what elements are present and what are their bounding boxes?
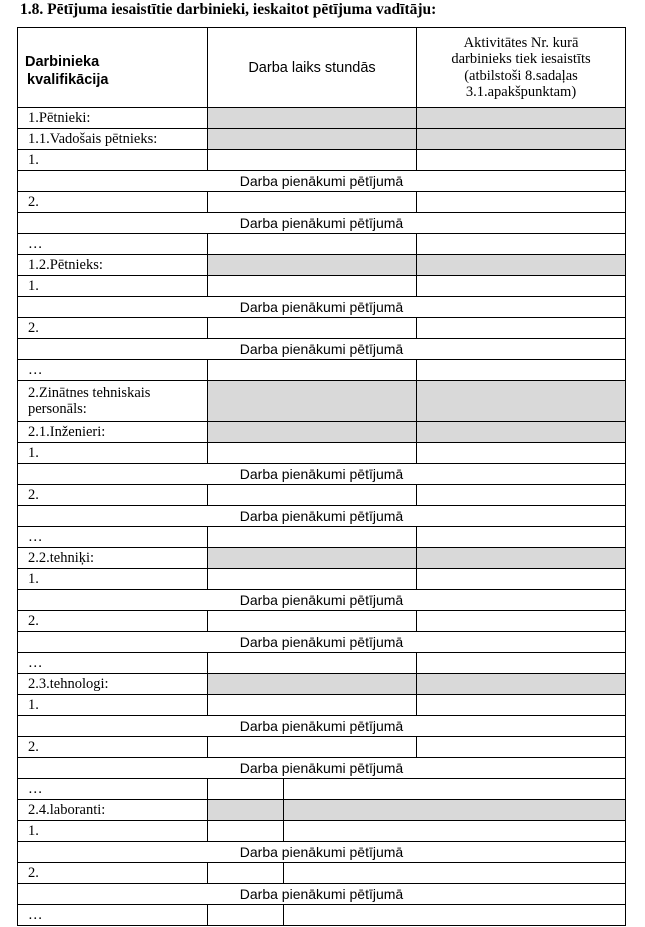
duties-label: Darba pienākumi pētījumā — [18, 632, 626, 653]
table-row — [18, 360, 626, 381]
item-label: 1. — [18, 276, 208, 297]
work-hours-cell[interactable] — [208, 548, 417, 569]
duties-label: Darba pienākumi pētījumā — [18, 297, 626, 318]
activity-cell[interactable] — [417, 108, 626, 129]
item-label: 1. — [18, 150, 208, 171]
category-label: 1.1.Vadošais pētnieks: — [18, 129, 208, 150]
activity-cell[interactable] — [417, 737, 626, 758]
work-hours-cell[interactable] — [208, 443, 417, 464]
work-hours-cell[interactable] — [208, 695, 417, 716]
table-body — [18, 108, 626, 926]
activity-cell[interactable] — [284, 800, 626, 821]
activity-cell[interactable] — [417, 150, 626, 171]
work-hours-cell[interactable] — [208, 527, 417, 548]
activity-cell[interactable] — [284, 905, 626, 926]
work-hours-cell[interactable] — [208, 360, 417, 381]
item-label: 2. — [18, 737, 208, 758]
work-hours-cell[interactable] — [208, 422, 417, 443]
table-row — [18, 821, 626, 842]
activity-cell[interactable] — [417, 234, 626, 255]
item-label: 2. — [18, 485, 208, 506]
table-row — [18, 485, 626, 506]
table-row — [18, 527, 626, 548]
category-row — [18, 129, 626, 150]
duties-label: Darba pienākumi pētījumā — [18, 842, 626, 863]
work-hours-cell[interactable] — [208, 381, 417, 422]
activity-cell[interactable] — [417, 360, 626, 381]
work-hours-cell[interactable] — [208, 255, 417, 276]
activity-cell[interactable] — [284, 821, 626, 842]
duties-row — [18, 716, 626, 737]
duties-label: Darba pienākumi pētījumā — [18, 884, 626, 905]
item-label: 1. — [18, 695, 208, 716]
activity-cell[interactable] — [417, 548, 626, 569]
category-label: 2.4.laboranti: — [18, 800, 208, 821]
item-label: … — [18, 653, 208, 674]
category-label: 2.1.Inženieri: — [18, 422, 208, 443]
category-row — [18, 108, 626, 129]
activity-cell[interactable] — [417, 443, 626, 464]
duties-label: Darba pienākumi pētījumā — [18, 464, 626, 485]
work-hours-cell[interactable] — [208, 569, 417, 590]
activity-cell[interactable] — [417, 527, 626, 548]
work-hours-cell[interactable] — [208, 318, 417, 339]
activity-cell[interactable] — [417, 129, 626, 150]
item-label: … — [18, 905, 208, 926]
category-label: 1.2.Pētnieks: — [18, 255, 208, 276]
table-row — [18, 611, 626, 632]
duties-row — [18, 842, 626, 863]
category-row — [18, 548, 626, 569]
table-row — [18, 695, 626, 716]
duties-label: Darba pienākumi pētījumā — [18, 506, 626, 527]
duties-row — [18, 339, 626, 360]
table-row — [18, 863, 626, 884]
header-activity: Aktivitātes Nr. kurā darbinieks tiek iesaistīts (atbilstoši 8.sadaļas 3.1.apakšpunktam) — [417, 28, 626, 108]
category-row — [18, 674, 626, 695]
activity-cell[interactable] — [417, 611, 626, 632]
work-hours-cell[interactable] — [208, 276, 417, 297]
duties-label: Darba pienākumi pētījumā — [18, 339, 626, 360]
table-row — [18, 318, 626, 339]
table-row — [18, 905, 626, 926]
table-row — [18, 276, 626, 297]
item-label: … — [18, 779, 208, 800]
item-label: 1. — [18, 821, 208, 842]
work-hours-cell[interactable] — [208, 821, 284, 842]
work-hours-cell[interactable] — [208, 485, 417, 506]
duties-label: Darba pienākumi pētījumā — [18, 590, 626, 611]
activity-cell[interactable] — [417, 422, 626, 443]
activity-cell[interactable] — [417, 318, 626, 339]
item-label: … — [18, 360, 208, 381]
activity-cell[interactable] — [417, 381, 626, 422]
activity-cell[interactable] — [284, 863, 626, 884]
table-row — [18, 150, 626, 171]
duties-row — [18, 758, 626, 779]
activity-cell[interactable] — [417, 695, 626, 716]
work-hours-cell[interactable] — [208, 800, 284, 821]
work-hours-cell[interactable] — [208, 905, 284, 926]
category-label: 1.Pētnieki: — [18, 108, 208, 129]
staff-table — [17, 27, 626, 926]
category-row — [18, 255, 626, 276]
work-hours-cell[interactable] — [208, 129, 417, 150]
activity-cell[interactable] — [417, 569, 626, 590]
table-row — [18, 192, 626, 213]
item-label: 2. — [18, 192, 208, 213]
table-row — [18, 737, 626, 758]
item-label: … — [18, 527, 208, 548]
work-hours-cell[interactable] — [208, 737, 417, 758]
category-row — [18, 800, 626, 821]
work-hours-cell[interactable] — [208, 779, 284, 800]
work-hours-cell[interactable] — [208, 653, 417, 674]
activity-cell[interactable] — [417, 255, 626, 276]
activity-cell[interactable] — [417, 192, 626, 213]
work-hours-cell[interactable] — [208, 611, 417, 632]
work-hours-cell[interactable] — [208, 150, 417, 171]
duties-row — [18, 171, 626, 192]
duties-label: Darba pienākumi pētījumā — [18, 758, 626, 779]
duties-row — [18, 213, 626, 234]
table-row — [18, 234, 626, 255]
category-row — [18, 422, 626, 443]
activity-cell[interactable] — [417, 276, 626, 297]
item-label: 2. — [18, 318, 208, 339]
work-hours-cell[interactable] — [208, 192, 417, 213]
item-label: 1. — [18, 569, 208, 590]
header-work-hours: Darba laiks stundās — [208, 28, 417, 108]
item-label: 2. — [18, 863, 208, 884]
activity-cell[interactable] — [284, 779, 626, 800]
item-label: 1. — [18, 443, 208, 464]
activity-cell[interactable] — [417, 485, 626, 506]
category-label: 2.Zinātnes tehniskais personāls: — [18, 381, 208, 422]
duties-label: Darba pienākumi pētījumā — [18, 716, 626, 737]
category-row — [18, 381, 626, 422]
item-label: … — [18, 234, 208, 255]
duties-label: Darba pienākumi pētījumā — [18, 171, 626, 192]
table-row — [18, 779, 626, 800]
header-qualification: Darbinieka kvalifikācija — [18, 28, 208, 108]
category-label: 2.2.tehniķi: — [18, 548, 208, 569]
activity-cell[interactable] — [417, 674, 626, 695]
table-row — [18, 653, 626, 674]
work-hours-cell[interactable] — [208, 863, 284, 884]
duties-row — [18, 297, 626, 318]
duties-row — [18, 506, 626, 527]
duties-label: Darba pienākumi pētījumā — [18, 213, 626, 234]
work-hours-cell[interactable] — [208, 108, 417, 129]
table-row — [18, 569, 626, 590]
item-label: 2. — [18, 611, 208, 632]
activity-cell[interactable] — [417, 653, 626, 674]
section-title: 1.8. Pētījuma iesaistītie darbinieki, ieskaitot pētījuma vadītāju: — [20, 1, 437, 18]
duties-row — [18, 590, 626, 611]
work-hours-cell[interactable] — [208, 234, 417, 255]
duties-row — [18, 884, 626, 905]
category-label: 2.3.tehnologi: — [18, 674, 208, 695]
table-row — [18, 443, 626, 464]
duties-row — [18, 464, 626, 485]
work-hours-cell[interactable] — [208, 674, 417, 695]
duties-row — [18, 632, 626, 653]
